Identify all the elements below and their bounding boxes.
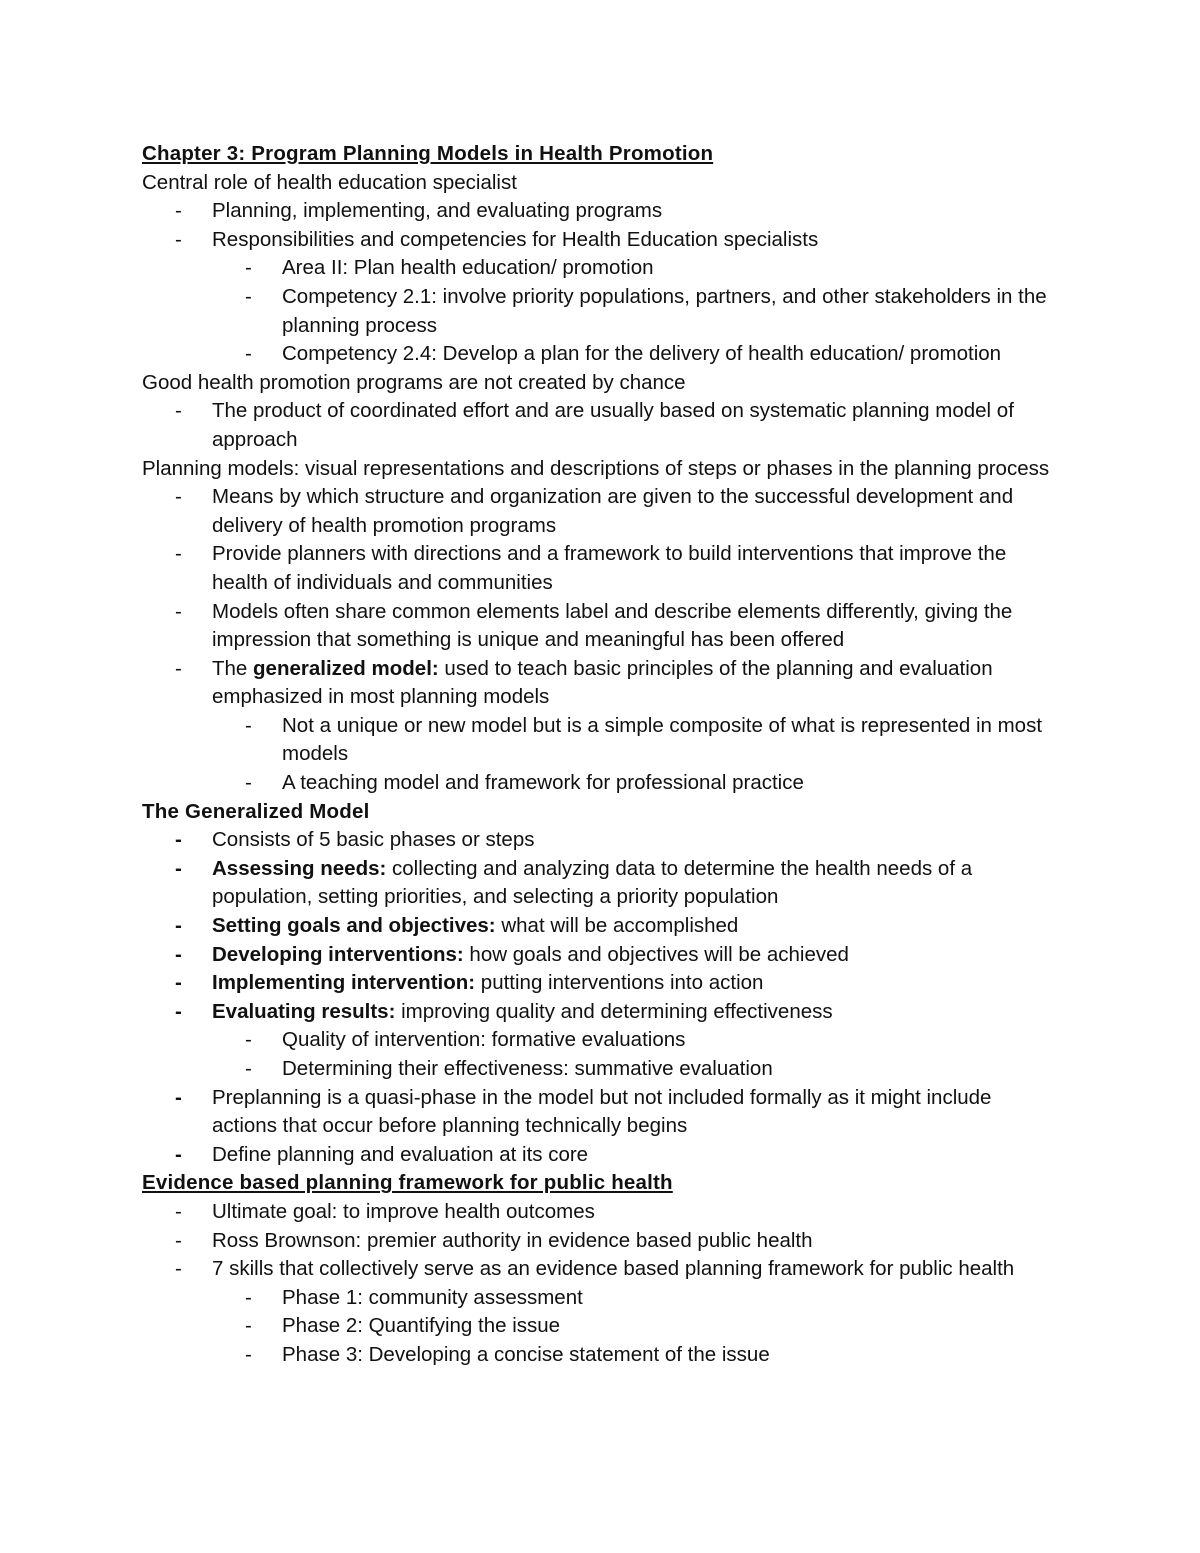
sub-list-item	[142, 1284, 1062, 1313]
list-item-text: Phase 1: community assessment	[282, 1285, 583, 1309]
list-item-text: improving quality and determining effectiveness	[395, 999, 833, 1023]
document-body	[142, 140, 1062, 1370]
list-item-text: The	[212, 656, 254, 680]
term-bold: Implementing intervention:	[212, 971, 476, 995]
list-item-text: The product of coordinated effort and are usually based on systematic planning model of approach	[212, 399, 1014, 451]
list-item	[142, 1255, 1062, 1284]
list-item-text: Define planning and evaluation at its core	[212, 1142, 589, 1166]
term-bold: generalized model:	[253, 656, 439, 680]
list-item-text: collecting and analyzing data to determine the health needs of a population, setting priorities, and selecting a priority population	[212, 856, 973, 909]
list-item	[142, 969, 1062, 998]
sub-list-item	[142, 769, 1062, 798]
bullet-dash: -	[175, 856, 182, 880]
sub-list-item	[142, 1026, 1062, 1055]
sub-list-item	[142, 712, 1062, 769]
list-item	[142, 197, 1062, 226]
list-item-text: Ross Brownson: premier authority in evidence based public health	[212, 1228, 813, 1252]
list-item-text: Consists of 5 basic phases or steps	[212, 828, 535, 852]
list-item	[142, 397, 1062, 454]
bullet-dash: -	[245, 342, 252, 366]
list-item-text: Responsibilities and competencies for Health Education specialists	[212, 227, 819, 251]
bullet-dash: -	[245, 771, 252, 795]
bullet-dash: -	[175, 999, 182, 1023]
list-item-text: Means by which structure and organization are given to the successful development and delivery of health promotion programs	[212, 485, 1014, 537]
bullet-dash: -	[245, 1342, 252, 1366]
list-item-text: how goals and objectives will be achieved	[463, 942, 849, 966]
list-item-text: Competency 2.4: Develop a plan for the delivery of health education/ promotion	[282, 342, 1002, 366]
list-item-text: Phase 3: Developing a concise statement of the issue	[282, 1342, 770, 1366]
sub-list-item	[142, 1055, 1062, 1084]
paragraph-central-role: Central role of health education specialist	[142, 170, 517, 194]
bullet-dash: -	[245, 1057, 252, 1080]
list-item	[142, 540, 1062, 597]
list-item	[142, 483, 1062, 540]
list-item-text: used to teach basic principles of the planning and evaluation emphasized in most planning models	[212, 656, 993, 709]
list-item-text: Preplanning is a quasi-phase in the model but not included formally as it might include actions that occur before planning technically begins	[212, 1085, 992, 1138]
list-item	[142, 855, 1062, 912]
list-item	[142, 655, 1062, 712]
list-item-text: Phase 2: Quantifying the issue	[282, 1314, 561, 1338]
evidence-based-heading: Evidence based planning framework for public health	[142, 1171, 673, 1195]
list-item-text: Quality of intervention: formative evaluations	[282, 1028, 686, 1052]
bullet-dash: -	[175, 1228, 182, 1252]
list-item-text: 7 skills that collectively serve as an evidence based planning framework for public health	[212, 1257, 1015, 1281]
list-item	[142, 826, 1062, 855]
list-item-text: Determining their effectiveness: summative evaluation	[282, 1057, 773, 1080]
list-item-text: Ultimate goal: to improve health outcomes	[212, 1199, 595, 1223]
list-item	[142, 226, 1062, 255]
chapter-title: Chapter 3: Program Planning Models in Health Promotion	[142, 142, 714, 165]
list-item-text: Planning, implementing, and evaluating programs	[212, 199, 663, 223]
bullet-dash: -	[175, 542, 182, 566]
list-item	[142, 1227, 1062, 1256]
bullet-dash: -	[175, 1199, 182, 1223]
list-item-text: Competency 2.1: involve priority populations, partners, and other stakeholders in the planning process	[282, 284, 1047, 337]
bullet-dash: -	[245, 1028, 252, 1052]
list-item	[142, 1141, 1062, 1170]
list-item-text: Provide planners with directions and a framework to build interventions that improve the health of individuals and communities	[212, 542, 1007, 594]
bullet-dash: -	[175, 1142, 182, 1166]
sub-list-item	[142, 283, 1062, 340]
bullet-dash: -	[245, 284, 252, 308]
bullet-dash: -	[175, 1257, 182, 1281]
bullet-dash: -	[175, 399, 182, 423]
bullet-dash: -	[175, 942, 182, 966]
term-bold: Evaluating results:	[212, 999, 396, 1023]
bullet-dash: -	[245, 713, 252, 737]
bullet-dash: -	[245, 1285, 252, 1309]
list-item-text: A teaching model and framework for professional practice	[282, 771, 804, 795]
list-item-text: Models often share common elements label and describe elements differently, giving the impression that something is unique and meaningful has been offered	[212, 599, 1013, 652]
list-item	[142, 912, 1062, 941]
generalized-model-heading: The Generalized Model	[142, 799, 370, 823]
term-bold: Developing interventions:	[212, 942, 464, 966]
list-item-text: what will be accomplished	[495, 914, 739, 938]
bullet-dash: -	[175, 656, 182, 680]
term-bold: Setting goals and objectives:	[212, 914, 496, 938]
bullet-dash: -	[245, 256, 252, 280]
bullet-dash: -	[175, 199, 182, 223]
paragraph-good-programs: Good health promotion programs are not created by chance	[142, 370, 686, 394]
bullet-dash: -	[175, 227, 182, 251]
sub-list-item	[142, 1341, 1062, 1370]
paragraph-planning-models: Planning models: visual representations and descriptions of steps or phases in the planning process	[142, 456, 1050, 480]
list-item	[142, 998, 1062, 1027]
bullet-dash: -	[175, 599, 182, 623]
list-item-text: Not a unique or new model but is a simple composite of what is represented in most models	[282, 713, 1043, 766]
sub-list-item	[142, 254, 1062, 283]
list-item	[142, 941, 1062, 970]
sub-list-item	[142, 1312, 1062, 1341]
list-item-text: putting interventions into action	[475, 971, 764, 995]
bullet-dash: -	[175, 828, 182, 852]
bullet-dash: -	[175, 1085, 182, 1109]
bullet-dash: -	[175, 485, 182, 509]
bullet-dash: -	[175, 914, 182, 938]
term-bold: Assessing needs:	[212, 856, 387, 880]
sub-list-item	[142, 340, 1062, 369]
list-item-text: Area II: Plan health education/ promotion	[282, 256, 654, 280]
bullet-dash: -	[245, 1314, 252, 1338]
list-item	[142, 1198, 1062, 1227]
list-item	[142, 1084, 1062, 1141]
list-item	[142, 598, 1062, 655]
bullet-dash: -	[175, 971, 182, 995]
